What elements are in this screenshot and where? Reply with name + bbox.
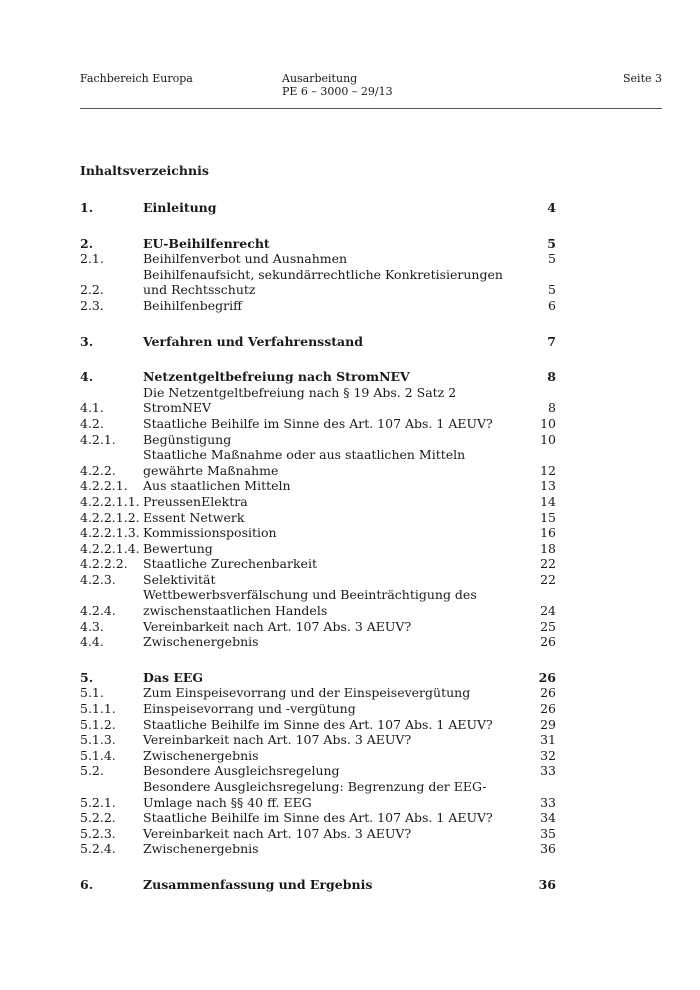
toc-entry-number: 5.2.1. xyxy=(80,794,116,810)
toc-entry-title: Zwischenergebnis xyxy=(143,841,259,857)
toc-entry-page: 18 xyxy=(540,540,556,556)
toc-entry-page: 26 xyxy=(538,669,556,685)
toc-entry-number: 5. xyxy=(80,669,94,685)
toc-entry-page: 15 xyxy=(540,509,556,525)
toc-entry-title: EU-Beihilfenrecht xyxy=(143,235,270,251)
toc-entry-title: Beihilfenaufsicht, sekundärrechtliche Konkretisierungen und Rechtsschutz xyxy=(143,266,503,298)
header-doc-label: Ausarbeitung xyxy=(282,72,358,85)
toc-entry-title: Staatliche Beihilfe im Sinne des Art. 107 Abs. 1 AEUV? xyxy=(143,810,493,826)
toc-entry[interactable] xyxy=(80,748,556,764)
toc-entry[interactable] xyxy=(80,572,556,588)
toc-entry-page: 34 xyxy=(540,810,556,826)
toc-entry-page: 25 xyxy=(540,618,556,634)
toc-entry-number: 5.1. xyxy=(80,685,104,701)
toc-entry-title: Netzentgeltbefreiung nach StromNEV xyxy=(143,369,410,385)
toc-entry[interactable] xyxy=(80,763,556,779)
toc-entry-title: Selektivität xyxy=(143,571,216,587)
toc-entry-number: 5.2. xyxy=(80,763,104,779)
toc-entry-title: Beihilfenbegriff xyxy=(143,297,242,313)
toc-entry-number: 5.1.2. xyxy=(80,716,116,732)
toc-entry-page: 31 xyxy=(540,732,556,748)
toc-entry-number: 2. xyxy=(80,235,94,251)
toc-entry[interactable] xyxy=(80,478,556,494)
toc-entry[interactable] xyxy=(80,685,556,701)
toc-entry-title: Beihilfenverbot und Ausnahmen xyxy=(143,251,348,267)
toc-entry-page: 33 xyxy=(540,763,556,779)
toc-entry-title: Verfahren und Verfahrensstand xyxy=(143,333,363,349)
toc-entry-number: 4.2.2. xyxy=(80,462,116,478)
toc-entry-number: 5.1.1. xyxy=(80,701,116,717)
toc-entry-page: 12 xyxy=(540,462,556,478)
toc-entry-page: 22 xyxy=(540,571,556,587)
toc-entry-page: 8 xyxy=(548,400,556,416)
toc-entry-page: 32 xyxy=(540,747,556,763)
toc-entry-number: 4.2.2.1.2. xyxy=(80,509,140,525)
toc-entry-number: 2.2. xyxy=(80,282,104,298)
toc-entry-number: 4.2.2.1.3. xyxy=(80,525,140,541)
toc-title: Inhaltsverzeichnis xyxy=(80,163,209,178)
toc-entry-page: 26 xyxy=(540,685,556,701)
toc-entry-page: 36 xyxy=(538,876,556,892)
toc-entry-number: 4.2.2.1.4. xyxy=(80,540,140,556)
toc-entry[interactable] xyxy=(80,779,556,810)
toc-entry-page: 35 xyxy=(540,825,556,841)
toc-entry-title: Zusammenfassung und Ergebnis xyxy=(143,876,373,892)
header-page-number: Seite 3 xyxy=(623,72,662,85)
toc-entry[interactable] xyxy=(80,334,556,350)
toc-entry[interactable] xyxy=(80,432,556,448)
toc-entry-page: 5 xyxy=(548,282,556,298)
toc-entry-page: 10 xyxy=(540,431,556,447)
toc-entry[interactable] xyxy=(80,841,556,857)
toc-entry-title: Das EEG xyxy=(143,669,204,685)
toc-entry[interactable] xyxy=(80,236,556,252)
toc-entry-title: Zwischenergebnis xyxy=(143,634,259,650)
toc-entry[interactable] xyxy=(80,619,556,635)
toc-entry[interactable] xyxy=(80,877,556,893)
toc-entry-number: 1. xyxy=(80,200,94,215)
toc-entry-number: 4.2.1. xyxy=(80,431,116,447)
toc-entry[interactable] xyxy=(80,369,556,385)
toc-entry[interactable] xyxy=(80,385,556,416)
toc-entry[interactable] xyxy=(80,416,556,432)
toc-entry[interactable] xyxy=(80,556,556,572)
toc-entry-number: 5.1.3. xyxy=(80,732,116,748)
toc-entry-page: 33 xyxy=(540,794,556,810)
toc-entry-page: 26 xyxy=(540,634,556,650)
toc-entry-title: Aus staatlichen Mitteln xyxy=(143,478,291,494)
toc-entry-title: Staatliche Beihilfe im Sinne des Art. 107 Abs. 1 AEUV? xyxy=(143,415,493,431)
toc-entry-page: 26 xyxy=(540,701,556,717)
table-of-contents xyxy=(80,200,556,893)
toc-entry[interactable] xyxy=(80,810,556,826)
toc-entry-number: 4.3. xyxy=(80,618,104,634)
toc-entry-number: 4.2. xyxy=(80,415,104,431)
toc-entry-number: 4. xyxy=(80,369,94,385)
toc-entry[interactable] xyxy=(80,494,556,510)
toc-entry-page: 5 xyxy=(548,251,556,267)
toc-entry-page: 29 xyxy=(540,716,556,732)
toc-entry-page: 24 xyxy=(540,603,556,619)
toc-entry-page: 7 xyxy=(547,333,556,349)
toc-entry-number: 4.4. xyxy=(80,634,104,650)
toc-entry-number: 5.2.3. xyxy=(80,825,116,841)
toc-entry-title: Die Netzentgeltbefreiung nach § 19 Abs. 2 Satz 2 StromNEV xyxy=(143,384,457,416)
toc-entry-number: 4.1. xyxy=(80,400,104,416)
toc-entry[interactable] xyxy=(80,298,556,314)
toc-entry-page: 36 xyxy=(540,841,556,857)
toc-entry[interactable] xyxy=(80,587,556,618)
header-doc-number: PE 6 – 3000 – 29/13 xyxy=(282,85,393,98)
toc-entry[interactable] xyxy=(80,717,556,733)
toc-entry-number: 2.1. xyxy=(80,251,104,267)
header-divider xyxy=(80,108,662,109)
toc-entry-title: Besondere Ausgleichsregelung: Begrenzung der EEG-Umlage nach §§ 40 ff. EEG xyxy=(143,779,487,810)
toc-entry-page: 5 xyxy=(547,235,556,251)
toc-entry-title: Zwischenergebnis xyxy=(143,747,259,763)
toc-entry-title: Einspeisevorrang und -vergütung xyxy=(143,701,356,717)
toc-entry[interactable] xyxy=(80,701,556,717)
toc-entry-number: 5.2.2. xyxy=(80,810,116,826)
toc-entry[interactable] xyxy=(80,525,556,541)
header-department: Fachbereich Europa xyxy=(80,72,193,85)
toc-entry-title: Vereinbarkeit nach Art. 107 Abs. 3 AEUV? xyxy=(143,732,412,748)
header-document-type xyxy=(282,72,393,98)
toc-entry-number: 4.2.2.1. xyxy=(80,478,128,494)
toc-entry[interactable] xyxy=(80,541,556,557)
toc-entry-number: 4.2.3. xyxy=(80,571,116,587)
toc-entry-number: 4.2.4. xyxy=(80,603,116,619)
toc-entry-number: 4.2.2.1.1. xyxy=(80,493,140,509)
toc-entry[interactable] xyxy=(80,670,556,686)
toc-entry[interactable] xyxy=(80,267,556,298)
toc-entry[interactable] xyxy=(80,634,556,650)
toc-entry-number: 5.2.4. xyxy=(80,841,116,857)
toc-entry-title: Vereinbarkeit nach Art. 107 Abs. 3 AEUV? xyxy=(143,825,412,841)
toc-entry[interactable] xyxy=(80,732,556,748)
toc-entry-title: Staatliche Beihilfe im Sinne des Art. 107 Abs. 1 AEUV? xyxy=(143,716,493,732)
toc-entry-title: Begünstigung xyxy=(143,431,232,447)
toc-entry[interactable] xyxy=(80,200,556,216)
toc-entry-number: 3. xyxy=(80,333,94,349)
toc-entry-title: Staatliche Maßnahme oder aus staatlichen Mitteln gewährte Maßnahme xyxy=(143,447,466,478)
page-header xyxy=(80,72,662,112)
toc-entry[interactable] xyxy=(80,251,556,267)
toc-entry-page: 6 xyxy=(548,297,556,313)
toc-entry-title: Einleitung xyxy=(143,200,217,215)
toc-entry-number: 6. xyxy=(80,876,94,892)
toc-entry-page: 8 xyxy=(547,369,556,385)
toc-entry-title: Besondere Ausgleichsregelung xyxy=(143,763,340,779)
toc-entry-page: 13 xyxy=(540,478,556,494)
toc-entry-page: 16 xyxy=(540,525,556,541)
toc-entry[interactable] xyxy=(80,826,556,842)
toc-entry[interactable] xyxy=(80,510,556,526)
toc-entry-title: Wettbewerbsverfälschung und Beeinträchtigung des zwischenstaatlichen Handels xyxy=(143,587,477,619)
toc-entry-page: 14 xyxy=(540,493,556,509)
toc-entry-title: PreussenElektra xyxy=(143,493,248,509)
toc-entry-title: Zum Einspeisevorrang und der Einspeisevergütung xyxy=(143,685,471,701)
toc-entry-title: Vereinbarkeit nach Art. 107 Abs. 3 AEUV? xyxy=(143,618,412,634)
toc-entry-number: 5.1.4. xyxy=(80,747,116,763)
toc-entry-number: 2.3. xyxy=(80,297,104,313)
toc-entry-page: 10 xyxy=(540,415,556,431)
toc-entry-title: Bewertung xyxy=(143,540,213,556)
toc-entry-title: Kommissionsposition xyxy=(143,525,277,541)
toc-entry-page: 22 xyxy=(540,556,556,572)
toc-entry[interactable] xyxy=(80,447,556,478)
toc-entry-title: Essent Netwerk xyxy=(143,509,245,525)
toc-entry-title: Staatliche Zurechenbarkeit xyxy=(143,556,317,572)
toc-entry-number: 4.2.2.2. xyxy=(80,556,128,572)
toc-entry-page: 4 xyxy=(547,200,556,215)
